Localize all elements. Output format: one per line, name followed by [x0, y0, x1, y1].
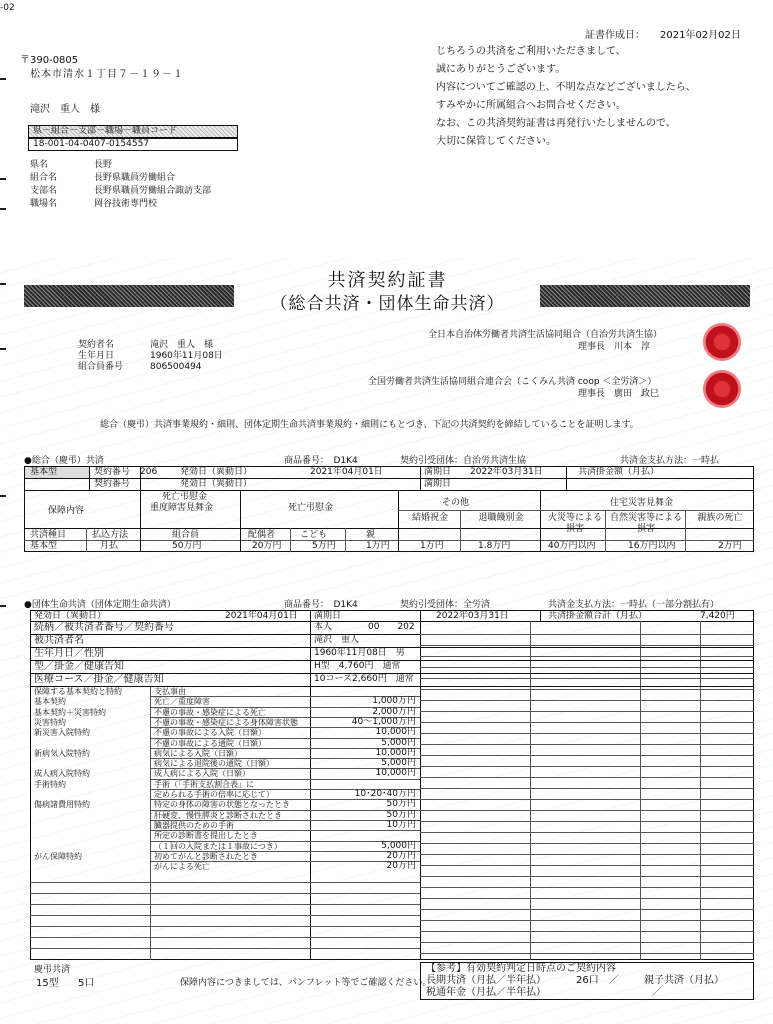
rule	[420, 942, 754, 943]
sogo-keiyaku-label-2: 契約番号	[94, 479, 131, 489]
union-label: 組合名	[30, 173, 58, 183]
keicho-label: 慶弔共済	[34, 965, 71, 975]
rule	[420, 854, 754, 855]
dantai-kakekin-label: 共済掛金額合計（月払）	[548, 611, 648, 621]
contractor-number: 806500494	[150, 362, 202, 372]
rule	[398, 510, 754, 511]
rule	[30, 948, 420, 949]
rule	[420, 876, 754, 877]
recipient-name: 滝沢 重人 様	[30, 104, 100, 115]
sogo-keiyaku-no: 206	[140, 467, 158, 477]
rule	[420, 898, 754, 899]
dantai-hakko-label: 発効日（異動日）	[34, 611, 107, 621]
rule	[420, 843, 754, 844]
coverage-reason: 初めてがんと診断されたとき	[154, 851, 258, 861]
branch-label: 支部名	[30, 186, 58, 196]
col-taishoku: 退職餞別金	[478, 513, 524, 523]
certify-statement: 総合（慶弔）共済事業規約・細則、団体定期生命共済事業規約・細則にもとづき、下記の共済契約を締結していることを証明します。	[100, 420, 639, 430]
coverage-reason: 不慮の事故・感染症による死亡	[154, 707, 266, 717]
edge-mark	[0, 605, 6, 607]
dantai-heading: ●団体生命共済（団体定期生命共済）	[24, 600, 176, 610]
col-kumiaiin: 組合員	[172, 530, 200, 540]
coverage-reason: 肝硬変、慢性膵炎と診断されたとき	[154, 810, 282, 820]
rule	[345, 528, 346, 552]
address: 松本市清水１丁目７－１９－１	[30, 69, 184, 80]
rule	[140, 490, 141, 552]
member-code: 18-001-04-0407-0154557	[33, 139, 150, 149]
coverage-name: 新災害入院特約	[34, 728, 90, 738]
reference-line1-label2: 親子共済（月払）	[644, 975, 724, 986]
rule	[420, 711, 754, 712]
reference-line2-value: ／	[652, 987, 662, 998]
info-value: 1960年11月08日 男	[314, 648, 405, 658]
sogo-manki-label-2: 満期日	[424, 479, 452, 489]
rule	[420, 887, 754, 888]
coverage-amount: 10･20･40万円	[354, 789, 416, 799]
rule	[420, 645, 754, 646]
dantai-hakko-date: 2021年04月01日	[225, 611, 298, 621]
coverage-reason: 不慮の事故・感染症による身体障害状態	[154, 717, 298, 727]
rule	[30, 893, 420, 894]
reference-line2-label: 税通年金（月払／半年払）	[426, 987, 546, 998]
coverage-amount: 10,000円	[375, 768, 416, 779]
greeting-line: なお、この共済契約証書は再発行いたしませんので、	[436, 118, 676, 129]
val-taishoku: 1.8万円	[478, 541, 511, 551]
sogo-hakko-label: 発効日（異動日）	[180, 467, 253, 477]
col-kekkon: 結婚祝金	[411, 513, 448, 523]
coverage-reason: 死亡／重度障害	[154, 697, 210, 707]
rule	[420, 656, 754, 657]
sogo-product: 商品番号： D1K4	[284, 456, 358, 466]
rule	[420, 610, 421, 960]
sogo-h-shibo-cho: 死亡弔慰金	[288, 503, 334, 513]
issuer-org-2: 全国労働者共済生活協同組合連合会（こくみん共済 coop ＜全労済＞）	[368, 377, 657, 387]
keicho-count: 5口	[78, 978, 95, 989]
coverage-reason: 成人病による入院（日額）	[154, 769, 250, 779]
rule	[420, 755, 754, 756]
coverage-header: 保障する基本契約と特約	[34, 687, 122, 696]
info-label: 生年月日／性別	[34, 648, 104, 659]
info-label: 被共済者名	[34, 635, 84, 646]
val-kekkon: 1万円	[420, 541, 444, 551]
sogo-keiyaku-label: 契約番号	[94, 467, 131, 477]
val-oya: 1万円	[366, 541, 390, 551]
pref-value: 長野	[94, 160, 113, 170]
rule	[420, 788, 754, 789]
col-kasai: 火災等による損害	[548, 513, 603, 534]
sogo-manki-date: 2022年03月31日	[470, 467, 543, 477]
pamphlet-note: 保障内容につきましては、パンフレット等でご確認ください。	[180, 978, 432, 988]
greeting-line: 大切に保管してください。	[436, 136, 556, 147]
rule	[420, 722, 754, 723]
contractor-name: 滝沢 重人 様	[150, 340, 214, 350]
seal-stamp	[703, 370, 741, 408]
coverage-name: 傷病諸費用特約	[34, 800, 90, 810]
coverage-reason: 不慮の事故による通院（日額）	[154, 738, 266, 748]
dantai-kakekin: 7,420円	[700, 611, 735, 621]
coverage-reason: 定められる手術の倍率に応じて）	[154, 790, 274, 799]
sogo-hakko-date: 2021年04月01日	[310, 467, 383, 477]
edge-mark	[0, 208, 6, 210]
val-kumiaiin: 50万円	[172, 541, 202, 551]
coverage-reason: 病気による退院後の通院（日額）	[154, 759, 274, 769]
sogo-h-hosho: 保障内容	[48, 506, 85, 516]
coverage-reason: 特定の身体の障害の状態となったとき	[154, 800, 290, 810]
coverage-amount: 10,000円	[375, 727, 416, 738]
issue-date: 2021年02月02日	[660, 30, 741, 41]
coverage-header: 支払事由	[154, 687, 186, 696]
title-bar-left	[24, 285, 234, 307]
col-haraikomi: 払込方法	[92, 530, 129, 540]
corner-code: -02	[0, 3, 15, 13]
seal-stamp	[703, 323, 741, 361]
coverage-name: 災害特約	[34, 717, 66, 727]
col-kyosai-shumoku: 共済種目	[30, 530, 67, 540]
edge-mark	[0, 178, 6, 180]
rule	[605, 510, 606, 552]
workplace-value: 岡谷技術専門校	[94, 199, 158, 209]
coverage-reason: 手術（「手術支払割合表」に	[154, 779, 254, 789]
dantai-manki-label: 満期日	[314, 611, 342, 621]
rule	[420, 678, 754, 679]
col-haigusha: 配偶者	[248, 530, 276, 540]
val-kodomo: 5万円	[312, 541, 336, 551]
coverage-reason: がんによる死亡	[154, 862, 210, 872]
rule	[398, 490, 399, 552]
val-kyosai-shumoku: 基本型	[30, 541, 58, 551]
edge-mark	[0, 78, 6, 80]
rule	[420, 777, 754, 778]
coverage-amount: 10,000円	[375, 747, 416, 758]
reference-title: 【参考】有効契約判定日時点のご契約内容	[426, 963, 616, 974]
rule	[420, 634, 754, 635]
rule	[420, 667, 754, 668]
rule	[30, 937, 420, 938]
greeting-line: じちろうの共済をご利用いただきまして、	[436, 46, 626, 57]
issue-date-label: 証書作成日：	[585, 30, 645, 41]
rule	[420, 865, 754, 866]
edge-mark	[0, 283, 6, 285]
rule	[540, 490, 541, 552]
rule	[30, 882, 420, 883]
col-oya: 親	[366, 530, 376, 540]
rule	[420, 953, 754, 954]
code-value-box	[28, 138, 238, 151]
rule	[30, 904, 420, 905]
coverage-amount: 2,000万円	[372, 706, 416, 717]
coverage-amount: 50万円	[386, 799, 416, 810]
code-label-box	[28, 125, 238, 138]
rule	[310, 610, 311, 960]
coverage-amount: 40～1,000万円	[351, 716, 416, 727]
contractor-dob: 1960年11月08日	[150, 351, 223, 361]
branch-value: 長野県職員労働組合諏訪支部	[94, 186, 212, 196]
coverage-name: 手術特約	[34, 779, 66, 789]
info-label: 型／掛金／健康告知	[34, 661, 124, 672]
coverage-reason: 病気による入院（日額）	[154, 748, 242, 758]
dantai-manki-date: 2022年03月31日	[436, 611, 509, 621]
rule	[30, 686, 754, 687]
coverage-name: 新病気入院特約	[34, 748, 90, 758]
union-value: 長野県職員労働組合	[94, 173, 176, 183]
rule	[420, 832, 754, 833]
greeting-line: 誠にありがとうございます。	[436, 64, 566, 75]
coverage-amount: 1,000万円	[372, 696, 416, 707]
rule	[420, 920, 754, 921]
sogo-hakko-label-2: 発効日（異動日）	[180, 479, 253, 489]
sogo-heading: ●総合（慶弔）共済	[24, 456, 104, 466]
reference-line1-label: 長期共済（月払／半年払）	[426, 975, 546, 986]
postal-code: 〒390-0805	[20, 55, 79, 66]
coverage-amount: 50万円	[386, 809, 416, 820]
rule	[420, 689, 754, 690]
rule	[30, 915, 420, 916]
rule	[420, 821, 754, 822]
rule	[566, 466, 567, 490]
coverage-reason: （１回の入院または１事故につき）	[154, 841, 282, 851]
rule	[30, 926, 420, 927]
sogo-h-shibo-1: 死亡弔慰金	[162, 492, 208, 502]
sogo-manki-label: 満期日	[424, 467, 452, 477]
sogo-h-sonota: その他	[442, 498, 470, 508]
reference-line1-value: 26口 ／	[576, 975, 619, 986]
keicho-type: 15型	[36, 978, 59, 989]
rule	[420, 700, 754, 701]
rule	[460, 510, 461, 552]
coverage-amount: 20万円	[386, 850, 416, 861]
sogo-h-shibo-2: 重度障害見舞金	[150, 503, 214, 513]
code-label: 県－組合－支部－職場－職員コード	[33, 126, 178, 136]
rule	[420, 931, 754, 932]
rule	[420, 909, 754, 910]
title-sub: （総合共済・団体生命共済）	[270, 294, 505, 314]
sogo-h-jutaku: 住宅災害見舞金	[610, 498, 674, 508]
issuer-rep-2: 理事長 廣田 政巳	[578, 389, 660, 399]
coverage-reason: 所定の診断書を提出したとき	[154, 831, 258, 841]
val-kasai: 40万円以内	[548, 541, 596, 551]
info-value: H型 4,760円 通常	[314, 661, 401, 671]
rule	[24, 478, 754, 479]
edge-mark	[0, 348, 6, 350]
sogo-group: 契約引受団体：自治労共済生協	[400, 456, 527, 466]
val-shinzoku: 2万円	[718, 541, 742, 551]
val-haraikomi: 月払	[100, 541, 119, 551]
dantai-product: 商品番号： D1K4	[284, 600, 358, 610]
info-value: 本人 00 202	[314, 622, 415, 632]
info-value: 10コース2,660円 通常	[314, 674, 414, 684]
rule	[24, 490, 754, 491]
sogo-kihon: 基本型	[30, 467, 58, 477]
rule	[290, 528, 291, 552]
col-shinzoku: 親族の死亡	[697, 513, 743, 523]
val-shizen: 16万円以内	[628, 541, 676, 551]
info-label: 続柄／被共済者番号／契約番号	[34, 622, 174, 633]
issuer-org-1: 全日本自治体労働者共済生活協同組合（自治労共済生協）	[428, 330, 663, 340]
rule	[420, 799, 754, 800]
col-shizen: 自然災害等による損害	[610, 513, 683, 534]
coverage-amount: 10万円	[386, 819, 416, 830]
rule	[420, 744, 754, 745]
coverage-amount: 5,000円	[381, 737, 416, 748]
coverage-reason: 不慮の事故による入院（日額）	[154, 728, 266, 738]
contractor-dob-label: 生年月日	[78, 351, 115, 361]
dantai-group: 契約引受団体：全労済	[400, 600, 491, 610]
rule	[240, 490, 241, 552]
info-label: 医療コース／掛金／健康告知	[34, 674, 164, 685]
coverage-name: 成人病入院特約	[34, 769, 90, 779]
issuer-rep-1: 理事長 川本 淳	[578, 342, 651, 352]
sogo-payment: 共済金支払方法：一時払	[620, 456, 720, 466]
coverage-name: 基本契約	[34, 697, 66, 707]
pref-label: 県名	[30, 160, 49, 170]
dantai-payment: 共済金支払方法：一時払（一部分割払有）	[548, 600, 720, 610]
title-main: 共済契約証書	[327, 270, 448, 291]
rule	[685, 510, 686, 552]
rule	[540, 610, 541, 621]
edge-mark	[0, 495, 6, 497]
rule	[86, 528, 87, 552]
sogo-kakekin-label: 共済掛金額（月払）	[578, 467, 660, 477]
rule	[89, 466, 90, 490]
workplace-label: 職場名	[30, 199, 58, 209]
contractor-number-label: 組合員番号	[78, 362, 124, 372]
coverage-name: 基本契約＋災害特約	[34, 707, 106, 717]
col-kodomo: こども	[300, 530, 328, 540]
coverage-amount: 5,000円	[381, 840, 416, 851]
greeting-line: 内容についてご確認の上、不明な点などございましたら、	[436, 82, 696, 93]
greeting-line: すみやかに所属組合へお問合せください。	[436, 100, 626, 111]
coverage-name: がん保障特約	[34, 851, 82, 861]
info-value: 滝沢 重人	[314, 635, 360, 645]
rule	[420, 733, 754, 734]
contractor-name-label: 契約者名	[78, 340, 115, 350]
coverage-reason: 臓器提供のための手術	[154, 820, 234, 830]
rule	[420, 810, 754, 811]
val-haigusha: 20万円	[252, 541, 282, 551]
rule	[420, 466, 421, 490]
rule	[420, 766, 754, 767]
coverage-amount: 5,000円	[381, 758, 416, 769]
title-bar-right	[540, 285, 750, 307]
coverage-amount: 20万円	[386, 861, 416, 872]
